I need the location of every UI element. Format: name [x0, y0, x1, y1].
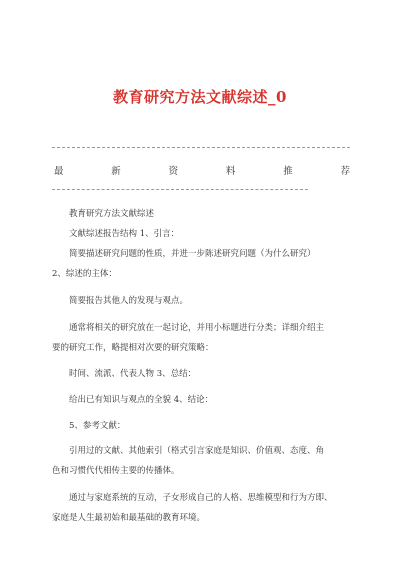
body-line: 通过与家庭系统的互动，子女形成自己的人格、思维模型和行为方即、 [69, 493, 333, 503]
body-line: 时间、流派、代表人物 3、总结： [69, 369, 197, 379]
banner-char: 资 [168, 166, 179, 177]
top-dashed-rule [52, 147, 350, 148]
body-line: 引用过的文献、其他索引（格式引言家庭是知识、价值观、态度、角 [69, 446, 325, 456]
body-line: 2、综述的主体： [52, 269, 117, 279]
body-line: 简要描述研究问题的性质，并进一步陈述研究问题（为什么研究） [69, 249, 316, 259]
body-line: 文献综述报告结构 1、引言： [69, 229, 180, 239]
bottom-dashed-rule [52, 189, 308, 190]
body-line: 色和习惯代代相传主要的传播体。 [52, 466, 180, 476]
document-title: 教育研究方法文献综述_0 [113, 88, 287, 106]
recommendation-banner [54, 163, 350, 177]
body-line: 通常将相关的研究放在一起讨论，并用小标题进行分类；详细介绍主 [69, 323, 325, 333]
banner-char: 推 [283, 166, 293, 177]
banner-char: 最 [54, 166, 64, 177]
banner-char: 新 [111, 166, 121, 177]
body-line: 教育研究方法文献综述 [69, 209, 155, 219]
body-line: 给出已有知识与观点的全貌 4、结论： [69, 395, 214, 405]
body-line: 家庭是人生最初始和最基础的教育环境。 [52, 513, 206, 523]
banner-char: 荐 [340, 166, 350, 177]
body-line: 5、参考文献： [69, 421, 126, 431]
body-line: 简要报告其他人的发现与观点。 [69, 296, 189, 306]
body-line: 要的研究工作，略提相对次要的研究策略： [52, 343, 214, 353]
banner-char: 料 [225, 166, 236, 177]
